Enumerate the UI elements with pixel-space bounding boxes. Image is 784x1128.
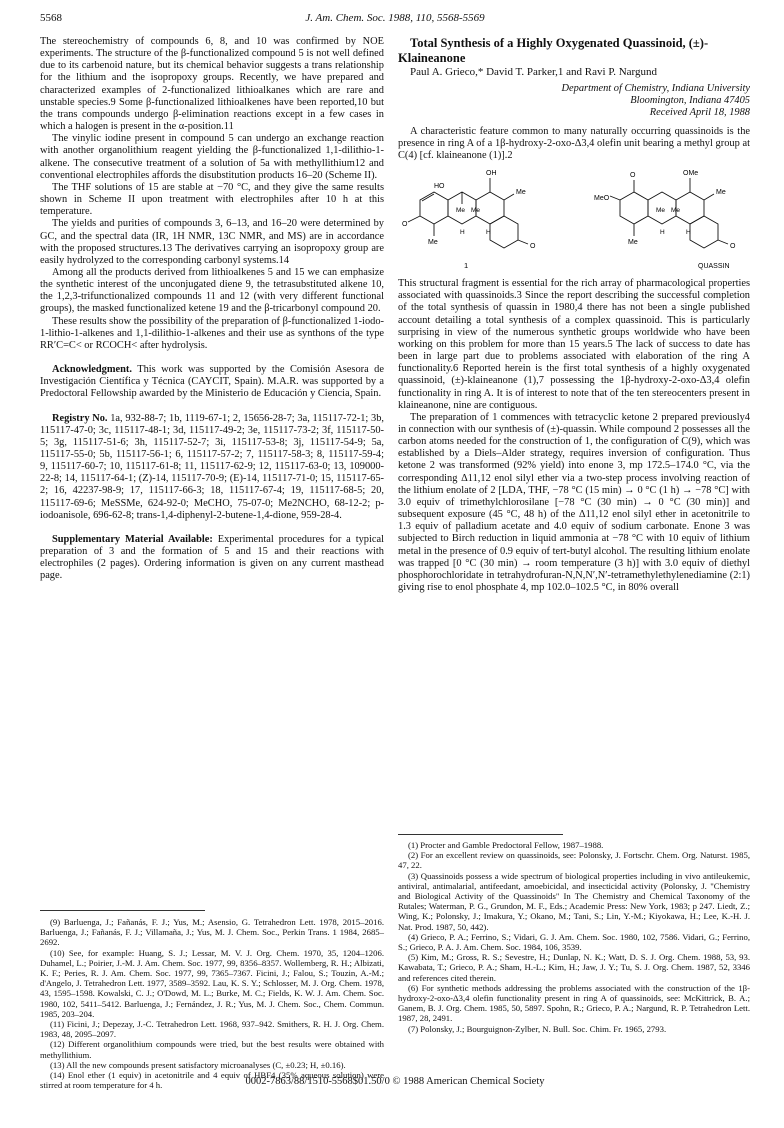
- footnote: (5) Kim, M.; Gross, R. S.; Sevestre, H.; Dunlap, N. K.; Watt, D. S. J. Org. Chem. 1988, 53, 93. Kawabata, T.; Grieco, P. A.; Sham, H.-L.; Kim, H.; Jaw, J. Y.; Tu, S. J. Org. Chem. 1987, 52, 3346 and references cited therein.: [398, 952, 750, 983]
- body-paragraph: Among all the products derived from lithioalkenes 5 and 15 we can emphasize the synthetic interest of the unconjugated diene 9, the tetrasubstituted alkene 10, the 1,2,3-trifunctionalized compounds 11 and 12 (with very different functional groups), the masked functionalized ketene 19 and the β-tricarbonyl compound 20.: [40, 266, 384, 315]
- atom-label-ome: OMe: [683, 170, 699, 178]
- footnote: (6) For synthetic methods addressing the problems associated with the construction of the 1β-hydroxy-2-oxo-Δ3,4 olefin functionality present in ring A of quassinoids, see: McKittrick, B. A.; Ganem, B. J. Org. Chem. 1985, 50, 5897. Spohn, R.; Grieco, P. A.; Nargund, R. P. Tetrahedron Lett. 1987, 28, 2491.: [398, 982, 750, 1024]
- footnote-separator: [398, 834, 563, 835]
- received-date: Received April 18, 1988: [649, 107, 750, 119]
- acknowledgment: Acknowledgment. This work was supported by the Comisión Asesora de Investigación Científica y Técnica (CAYCIT, Spain). M.A.R. was supported by a Predoctoral Fellowship awarded by the Ministerio de Educación y Ciencia, Spain.: [40, 364, 384, 400]
- footnote: (2) For an excellent review on quassinoids, see: Polonsky, J. Fortschr. Chem. Org. Naturst. 1985, 47, 22.: [398, 850, 750, 871]
- atom-label-oh: OH: [486, 170, 497, 178]
- atom-label-h: H: [486, 229, 491, 237]
- atom-label-me: Me: [516, 189, 526, 197]
- article-authors: Paul A. Grieco,* David T. Parker,1 and Ravi P. Nargund: [410, 66, 658, 78]
- atom-label-me: Me: [656, 207, 666, 215]
- atom-label-o: O: [730, 243, 736, 251]
- atom-label-o: O: [402, 221, 408, 229]
- atom-label-h: H: [660, 229, 665, 237]
- footnote: (7) Polonsky, J.; Bourguignon-Zylber, N. Bull. Soc. Chim. Fr. 1965, 2793.: [408, 1023, 667, 1034]
- footnote: (13) All the new compounds present satisfactory microanalyses (C, ±0.23; H, ±0.16).: [50, 1059, 346, 1070]
- quassin-structure: [610, 178, 728, 248]
- atom-label-me: Me: [716, 189, 726, 197]
- klaineanone-structure: [408, 178, 528, 248]
- journal-citation: J. Am. Chem. Soc. 1988, 110, 5568-5569: [305, 12, 485, 24]
- affiliation-department: Department of Chemistry, Indiana University: [561, 83, 750, 95]
- body-paragraph: These results show the possibility of the preparation of β-functionalized 1-iodo-1-lithio-1-alkenes and 1,1-dilithio-1-alkenes and their use as synthons of the type RR′C=C< or RCOCH< after hydrolysis.: [40, 315, 384, 351]
- footnote: (14) Enol ether (1 equiv) in acetonitrile and 4 equiv of HBF4 (35% aqueous solution) were stirred at room temperature for 4 h.: [40, 1070, 384, 1091]
- chemical-structures: [398, 164, 750, 274]
- atom-label-h: H: [686, 229, 691, 237]
- atom-label-me: Me: [671, 207, 681, 215]
- right-footnotes: [398, 840, 750, 1034]
- atom-label-o: O: [630, 172, 636, 180]
- atom-label-me: Me: [628, 239, 638, 247]
- footnote: (1) Procter and Gamble Predoctoral Fellow, 1987–1988.: [408, 840, 604, 850]
- left-footnotes: [40, 917, 384, 1090]
- body-paragraph: The vinylic iodine present in compound 5 can undergo an exchange reaction with another organolithium reagent yielding the β-functionalized 1,1-dilithio-1-alkene. The consecutive treatment of a solution of 5a with methyllithium12 and conventional electrophiles affords the disubstitution products 16–20 (Scheme II).: [40, 133, 384, 181]
- body-paragraph: This structural fragment is essential for the rich array of pharmacological properties associated with quassinoids.3 Since the report describing the successful completion of the total synthesis of quassin in 1980,4 there has not been a single published account detailing a total synthesis of a complex quassinoid. This is particularly surprising in view of the numerous synthetic groups worldwide who have been working on this problem for more than 15 years.5 The lack of success to date has been in large part due to problems associated with elaboration of the ring A functionality.6 Reported herein is the first total synthesis of a highly oxygenated quassinoid, (±)-klaineanone (1),7 possessing the 1β-hydroxy-2-oxo-Δ3,4 olefin functionality in ring A. It is of interest to note that of the ten stereocenters present in klaineanone, nine are contiguous.: [398, 278, 750, 411]
- intro-paragraph: A characteristic feature common to many naturally occurring quassinoids is the presence in ring A of a 1β-hydroxy-2-oxo-Δ3,4 olefin unit bearing a methyl group at C(4) [cf. klaineanone (1)].2: [398, 125, 750, 161]
- page-footer: 0002-7863/88/1510-5568$01.50/0 © 1988 American Chemical Society: [245, 1076, 545, 1087]
- body-paragraph: The preparation of 1 commences with tetracyclic ketone 2 prepared previously4 in connection with our synthesis of (±)-quassin. While compound 2 possesses all the carbon atoms needed for the construction of 1, the configuration of C(9), which was established by a Diels–Alder strategy, requires inversion of configuration. Thus ketone 2 was transformed (92% yield) into enone 3, mp 172.5–174.0 °C, via the corresponding Δ11,12 enol silyl ether via a two-step process involving reaction of the lithium enolate of 2 [LDA, THF, −78 °C (15 min) → 0 °C (1 h) → −78 °C] with 3.0 equiv of trimethylchlorosilane [−78 °C (30 min) → 0 °C (30 min)] and subsequent exposure (45 °C, 48 h) of the Δ11,12 enol silyl ether in acetonitrile to 1.3 equiv of palladium acetate and 4.0 equiv of sodium carbonate. Enone 3 was subjected to Birch reduction in liquid ammonia at −78 °C with 10 equiv of lithium metal in the presence of 0.9 equiv of tert-butyl alcohol. The resulting lithium enolate was trapped [0 °C (30 min) → room temperature (3 h)] with 3.0 equiv of diethyl phosphorochloridate in tetrahydrofuran-N,N,N′,N′-tetramethylethylenediamine (2:1) giving rise to enol phosphate 4, mp 102.0–102.5 °C, in 80% overall: [398, 411, 750, 593]
- footnote: (10) See, for example: Huang, S. J.; Lessar, M. V. J. Org. Chem. 1970, 35, 1204–1206. Duhamel, L.; Poirier, J.-M. J. Am. Chem. Soc. 1977, 99, 8356–8357. Wollemberg, R. H.; Albizati, K. F.; Peries, R. J. Am. Chem. Soc. 1977, 99, 7365–7367. Ficini, J.; Falou, S.; Touzin, A.-M.; d'Angelo, J. Tetrahedron Lett. 1977, 3589–3592. Lau, K. S. Y.; Schlosser, M. J. Org. Chem. 1978, 43, 1595–1598. Kowalski, C. J.; O'Dowd, M. L.; Burke, M. C.; Fields, K. W. J. Am. Chem. Soc. 1980, 102, 5411–5412. Barluenga, J.; Fernández, J. R.; Yus, M. J. Chem. Soc., Chem. Commun. 1985, 203–204.: [40, 947, 384, 1019]
- right-column: [398, 36, 750, 594]
- atom-label-ho: HO: [434, 183, 445, 191]
- compound-label-quassin: QUASSIN: [698, 263, 730, 271]
- page-header: [40, 12, 750, 28]
- atom-label-o: O: [530, 243, 536, 251]
- footnote-separator: [40, 910, 205, 911]
- compound-label: 1: [464, 261, 469, 271]
- atom-label-me: Me: [428, 239, 438, 247]
- footnote: (12) Different organolithium compounds were tried, but the best results were obtained with methyllithium.: [40, 1039, 384, 1060]
- body-paragraph: The yields and purities of compounds 3, 6–13, and 16–20 were determined by GC, and the spectral data (IR, 1H NMR, 13C NMR, and MS) are in accordance with the proposed structures.13 The derivatives carrying an isopropoxy group are easily hydrolyzed to the corresponding carbonyl systems.14: [40, 218, 384, 266]
- atom-label-meo: MeO: [594, 195, 610, 203]
- supplementary-material: Supplementary Material Available: Experimental procedures for a typical preparation of 3 and the formation of 5 and 15 and their reactions with electrophiles (2 pages). Ordering information is given on any current masthead page.: [40, 533, 384, 582]
- body-paragraph: The stereochemistry of compounds 6, 8, and 10 was confirmed by NOE experiments. The structure of the β-functionalized compound 5 is not well defined due to its carbenoid nature, but its chemical behavior suggests a trans relationship for the lithium and the isopropoxy groups. Recently, we have prepared and characterized examples of 2-functionalized lithioalkanes which are rare and unstable species.9 Some β-functionalized lithioalkenes have been reported,10 but the trans compounds undergo β-elimination reactions except in a few cases in which a halogen is present in the α-position.11: [40, 36, 384, 133]
- footnote: (11) Ficini, J.; Depezay, J.-C. Tetrahedron Lett. 1968, 937–942. Smithers, R. H. J. Org. Chem. 1983, 48, 2095–2097.: [40, 1019, 384, 1040]
- atom-label-me: Me: [471, 207, 481, 215]
- page-number: 5568: [40, 12, 62, 24]
- article-title: Total Synthesis of a Highly Oxygenated Quassinoid, (±)-Klaineanone: [398, 36, 709, 65]
- affiliation-city: Bloomington, Indiana 47405: [630, 95, 750, 107]
- left-column: [40, 36, 384, 583]
- atom-label-me: Me: [456, 207, 466, 215]
- atom-label-h: H: [460, 229, 465, 237]
- footnote: (4) Grieco, P. A.; Ferrino, S.; Vidari, G. J. Am. Chem. Soc. 1980, 102, 7586. Vidari, G.; Ferrino, S.; Grieco, P. A. J. Am. Chem. Soc. 1984, 106, 3539.: [398, 931, 750, 953]
- footnote: (3) Quassinoids possess a wide spectrum of biological properties including in vivo antileukemic, antiviral, antimalarial, antifeedant, amoebicidal, and insecticidal activity (Polonsky, J. "Chemistry and Biological Activity of the Quassinoids" In The Chemistry and Chemical Taxonomy of the Rutales; Waterman, P. G., Grundon, M. F., Eds.; Academic Press: New York, 1983; p 247. Liedt, Z.; Wing, K.; Polonsky, J.; Imakura, Y.; Okano, M.; Tani, S.; Lin, Y.-M.; Kiyokawa, H.; Lee, K.-H. J. Nat. Prod. 1987, 50, 442).: [398, 870, 750, 932]
- footnote: (9) Barluenga, J.; Fañanás, F. J.; Yus, M.; Asensio, G. Tetrahedron Lett. 1978, 2015–2016. Barluenga, J.; Fañanás, F. J.; Villamaña, J.; Yus, M. J. Chem. Soc., Perkin Trans. 1 1984, 2685–2692.: [40, 917, 384, 948]
- registry-numbers: Registry No. 1a, 932-88-7; 1b, 1119-67-1; 2, 15656-28-7; 3a, 115117-72-1; 3b, 115117-47-0; 3c, 115117-48-1; 3d, 115117-49-2; 3e, 115117-73-2; 3f, 115117-50-5; 3g, 115117-51-6; 3h, 115117-52-7; 3i, 115117-53-8; 3j, 115117-54-9; 5a, 115117-55-0; 5b, 115117-56-1; 6, 115117-57-2; 7, 115117-58-3; 8, 115117-59-4; 9, 115117-60-7; 10, 115117-61-8; 11, 115117-62-9; 12, 115117-63-0; 13, 109000-22-8; 14, 115117-64-1; (Z)-14, 115117-70-9; (E)-14, 115117-71-0; 15, 115117-65-2; 16, 42237-98-9; 17, 115117-66-3; 18, 115117-67-4; 19, 115117-68-5; 20, 115117-69-6; MeSSMe, 624-92-0; MeCHO, 75-07-0; Me2NCHO, 68-12-2; p-iodoanisole, 696-62-8; trans-1,4-diphenyl-2-butene-1,4-dione, 959-28-4.: [40, 412, 385, 521]
- body-paragraph: The THF solutions of 15 are stable at −70 °C, and they give the same results shown in Scheme II upon treatment with electrophiles after 10 h at this temperature.: [40, 181, 384, 218]
